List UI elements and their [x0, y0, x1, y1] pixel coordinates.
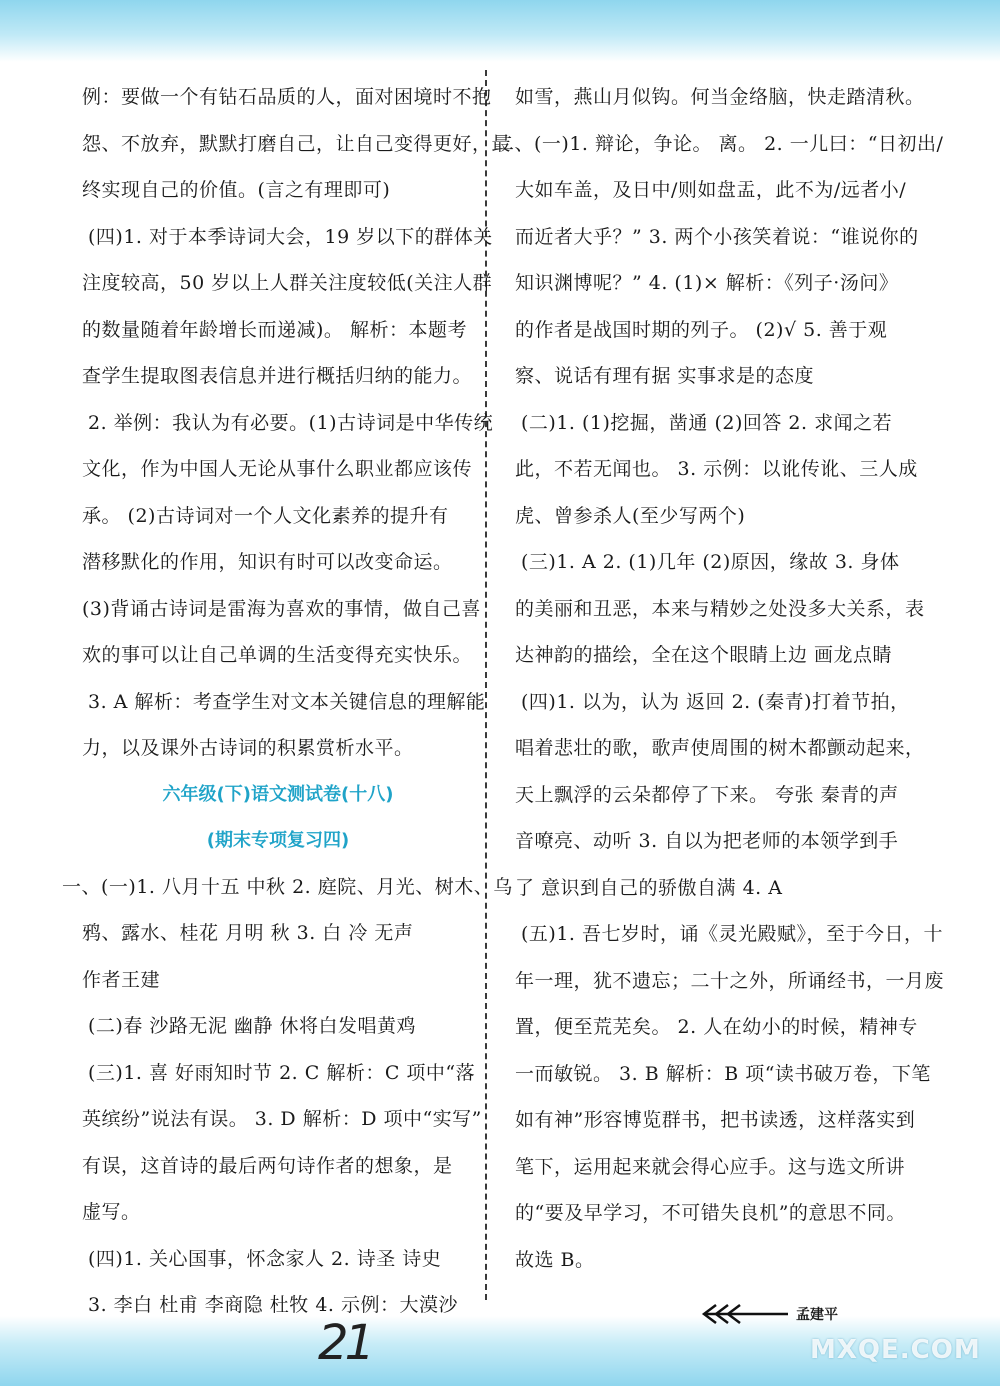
text-line: 一而敏锐。 3. B 解析：B 项“读书破万卷，下笔 — [515, 1062, 931, 1085]
text-line: 3. A 解析：考查学生对文本关键信息的理解能 — [88, 690, 486, 713]
text-line: 虚写。 — [82, 1201, 141, 1223]
left-column — [62, 84, 513, 1339]
text-line: 的数量随着年龄增长而递减)。 解析：本题考 — [82, 318, 467, 341]
text-line: 笔下，运用起来就会得心应手。这与选文所讲 — [515, 1155, 906, 1178]
column-divider — [485, 70, 487, 1300]
text-line: 鸦、露水、桂花 月明 秋 3. 白 冷 无声 — [82, 922, 414, 944]
text-line: 欢的事可以让自己单调的生活变得充实快乐。 — [82, 644, 473, 666]
text-line: 二、(一)1. 辩论，争论。 离。 2. 一儿曰：“日初出/ — [495, 132, 944, 155]
text-line: 唱着悲壮的歌，歌声使周围的树木都颤动起来， — [515, 737, 925, 759]
right-column — [495, 84, 945, 1293]
text-line: (五)1. 吾七岁时，诵《灵光殿赋》，至于今日，十 — [521, 923, 943, 945]
text-line: 注度较高，50 岁以上人群关注度较低(关注人群 — [82, 272, 493, 294]
text-line: (四)1. 以为，认为 返回 2. (秦青)打着节拍， — [521, 690, 910, 713]
watermark-text: MXQE.COM — [810, 1335, 981, 1365]
footer-label: 孟建平 — [796, 1307, 838, 1323]
text-line: 而近者大乎？” 3. 两个小孩笑着说：“谁说你的 — [515, 225, 919, 248]
text-line: 年一理，犹不遗忘；二十之外，所诵经书，一月废 — [515, 969, 945, 992]
text-line: 查学生提取图表信息并进行概括归纳的能力。 — [82, 365, 473, 387]
footer-brand — [700, 1294, 980, 1334]
text-line: 终实现自己的价值。(言之有理即可) — [82, 179, 391, 201]
text-line: (二)1. (1)挖掘，凿通 (2)回答 2. 求闻之若 — [521, 411, 893, 434]
text-line: (二)春 沙路无泥 幽静 休将白发唱黄鸡 — [88, 1015, 416, 1037]
text-line: 有误，这首诗的最后两句诗作者的想象，是 — [82, 1154, 453, 1177]
text-line: 文化，作为中国人无论从事什么职业都应该传 — [82, 458, 473, 480]
text-line: (三)1. A 2. (1)几年 (2)原因，缘故 3. 身体 — [521, 551, 900, 573]
text-line: 察、说话有理有据 实事求是的态度 — [515, 365, 815, 387]
handwritten-page-number: 21 — [318, 1315, 372, 1371]
top-decorative-band — [0, 0, 1000, 62]
text-line: 大如车盖，及日中/则如盘盂，此不为/远者小/ — [515, 179, 907, 201]
text-line: 的作者是战国时期的列子。 (2)√ 5. 善于观 — [515, 318, 888, 341]
text-line: 怨、不放弃，默默打磨自己，让自己变得更好，最 — [82, 132, 512, 155]
text-line: 力，以及课外古诗词的积累赏析水平。 — [82, 737, 414, 759]
text-line: (三)1. 喜 好雨知时节 2. C 解析：C 项中“落 — [88, 1061, 476, 1084]
text-line: 了 意识到自己的骄傲自满 4. A — [515, 876, 783, 899]
text-line: 知识渊博呢？” 4. (1)× 解析：《列子·汤问》 — [515, 272, 899, 294]
text-line: (3)背诵古诗词是雷海为喜欢的事情，做自己喜 — [82, 597, 481, 620]
text-line: 英缤纷”说法有误。 3. D 解析：D 项中“实写” — [82, 1108, 482, 1130]
text-line: 潜移默化的作用，知识有时可以改变命运。 — [82, 551, 453, 573]
text-line: 音嘹亮、动听 3. 自以为把老师的本领学到手 — [515, 830, 899, 852]
text-line: 一、(一)1. 八月十五 中秋 2. 庭院、月光、树木、乌 — [62, 875, 513, 898]
text-line: 3. 李白 杜甫 李商隐 杜牧 4. 示例：大漠沙 — [88, 1294, 458, 1316]
text-line: 虎、曾参杀人(至少写两个) — [515, 504, 746, 527]
section-subtitle: (期末专项复习四) — [206, 829, 350, 851]
text-line: 2. 举例：我认为有必要。(1)古诗词是中华传统 — [88, 411, 494, 434]
text-line: 此，不若无闻也。 3. 示例：以讹传讹、三人成 — [515, 458, 918, 480]
text-line: 置，便至荒芜矣。 2. 人在幼小的时候，精神专 — [515, 1016, 918, 1038]
text-line: 的美丽和丑恶，本来与精妙之处没多大关系，表 — [515, 597, 925, 620]
text-line: 作者王建 — [82, 968, 161, 991]
text-line: 天上飘浮的云朵都停了下来。 夸张 秦青的声 — [515, 783, 899, 806]
text-line: 达神韵的描绘，全在这个眼睛上边 画龙点睛 — [515, 644, 893, 666]
text-line: 例：要做一个有钻石品质的人，面对困境时不抱 — [82, 86, 492, 108]
text-line: 承。 (2)古诗词对一个人文化素养的提升有 — [82, 504, 449, 527]
text-line: 如雪，燕山月似钩。何当金络脑，快走踏清秋。 — [515, 86, 925, 108]
text-line: (四)1. 关心国事，怀念家人 2. 诗圣 诗史 — [88, 1247, 442, 1270]
section-title: 六年级(下)语文测试卷(十八) — [162, 783, 394, 805]
text-line: (四)1. 对于本季诗词大会，19 岁以下的群体关 — [88, 225, 493, 248]
text-line: 故选 B。 — [515, 1248, 595, 1271]
arrow-left-icon — [700, 1302, 790, 1326]
text-line: 的“要及早学习，不可错失良机”的意思不同。 — [515, 1202, 906, 1224]
text-line: 如有神”形容博览群书，把书读透，这样落实到 — [515, 1109, 916, 1131]
